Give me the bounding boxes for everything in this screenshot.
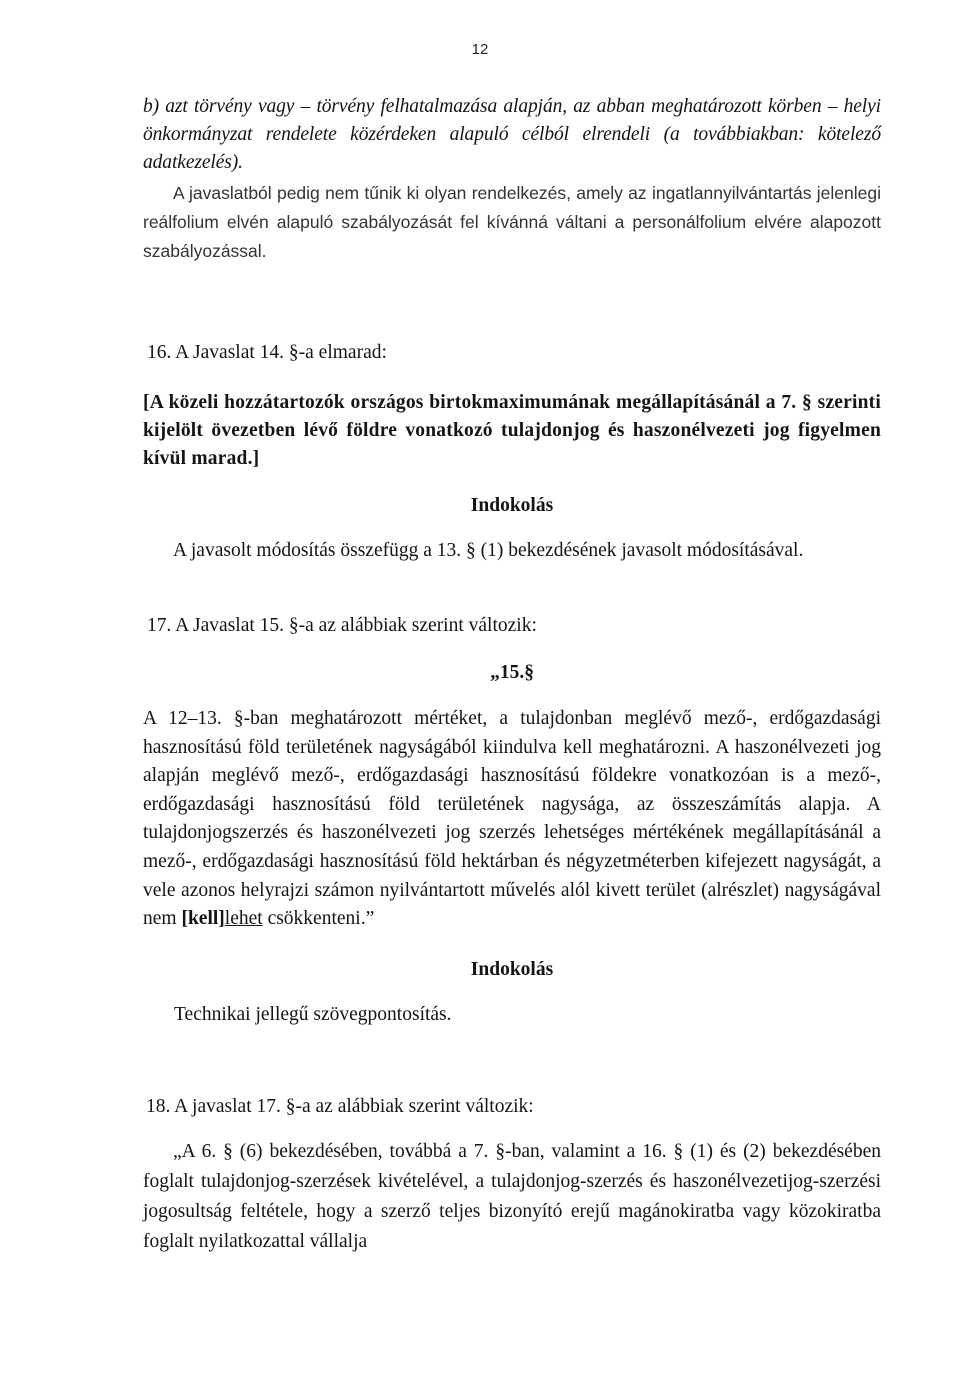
- item-16-indokolas-title: Indokolás: [470, 495, 554, 516]
- item-18-heading: 18. A javaslat 17. §-a az alábbiak szerint változik:: [146, 1096, 534, 1117]
- item-16-indokolas-text: A javasolt módosítás összefügg a 13. § (1) bekezdésének javasolt módosításával.: [173, 540, 804, 561]
- deleted-word: [kell]: [181, 908, 225, 930]
- section-15-title: „15.§: [490, 662, 534, 683]
- item-16-heading: 16. A Javaslat 14. §-a elmarad:: [147, 342, 387, 363]
- paragraph-b: b) azt törvény vagy – törvény felhatalmazása alapján, az abban meghatározott körben – helyi önkormányzat rendelete közérdeken alapuló célból elrendeli (a továbbiakban: kötelező adatkezelés).: [143, 96, 881, 173]
- item-16-deleted-text: [A közeli hozzátartozók országos birtokmaximumának megállapításánál a 7. § szerinti kijelölt övezetben lévő földre vonatkozó tulajdonjog és haszonélvezeti jog figyelmen kívül marad.]: [143, 392, 881, 469]
- page-number: 12: [471, 41, 489, 58]
- section-15-body: [143, 705, 881, 934]
- section-15-body-end: csökkenteni.”: [262, 908, 375, 930]
- item-18-body: „A 6. § (6) bekezdésében, továbbá a 7. §-ban, valamint a 16. § (1) és (2) bekezdésében foglalt tulajdonjog-szerzések kivételével, a tulajdonjog-szerzés és haszonélvezetijog-szerzési jogosultság feltétele, hogy a szerző teljes bizonyító erejű magánokiratba vagy közokiratba foglalt nyilatkozattal vállalja: [143, 1141, 881, 1252]
- item-17-indokolas-text: Technikai jellegű szövegpontosítás.: [174, 1004, 452, 1025]
- item-17-indokolas-title: Indokolás: [470, 959, 554, 980]
- section-15-body-main: A 12–13. §-ban meghatározott mértéket, a tulajdonban meglévő mező-, erdőgazdasági hasznosítású föld területének nagyságából kiindulva kell meghatározni. A haszonélvezeti jog alapján meglévő mező-, erdőgazdasági hasznosítású földekre vonatkozóan is a mező-, erdőgazdasági hasznosítású föld területének nagysága, az összeszámítás alapja. A tulajdonjogszerzés és haszonélvezeti jog szerzés lehetséges mértékének megállapításánál a mező-, erdőgazdasági hasznosítású föld hektárban és négyzetméterben kifejezett nagyságát, a vele azonos helyrajzi számon nyilvántartott művelés alól kivett terület (alrészlet) nagyságával nem: [143, 708, 881, 930]
- inserted-word: lehet: [224, 908, 263, 930]
- paragraph-javaslat: A javaslatból pedig nem tűnik ki olyan rendelkezés, amely az ingatlannyilvántartás jelenlegi reálfolium elvén alapuló szabályozását fel kívánná váltani a personálfolium elvére alapozott szabályozással.: [143, 183, 881, 261]
- item-17-heading: 17. A Javaslat 15. §-a az alábbiak szerint változik:: [147, 615, 537, 636]
